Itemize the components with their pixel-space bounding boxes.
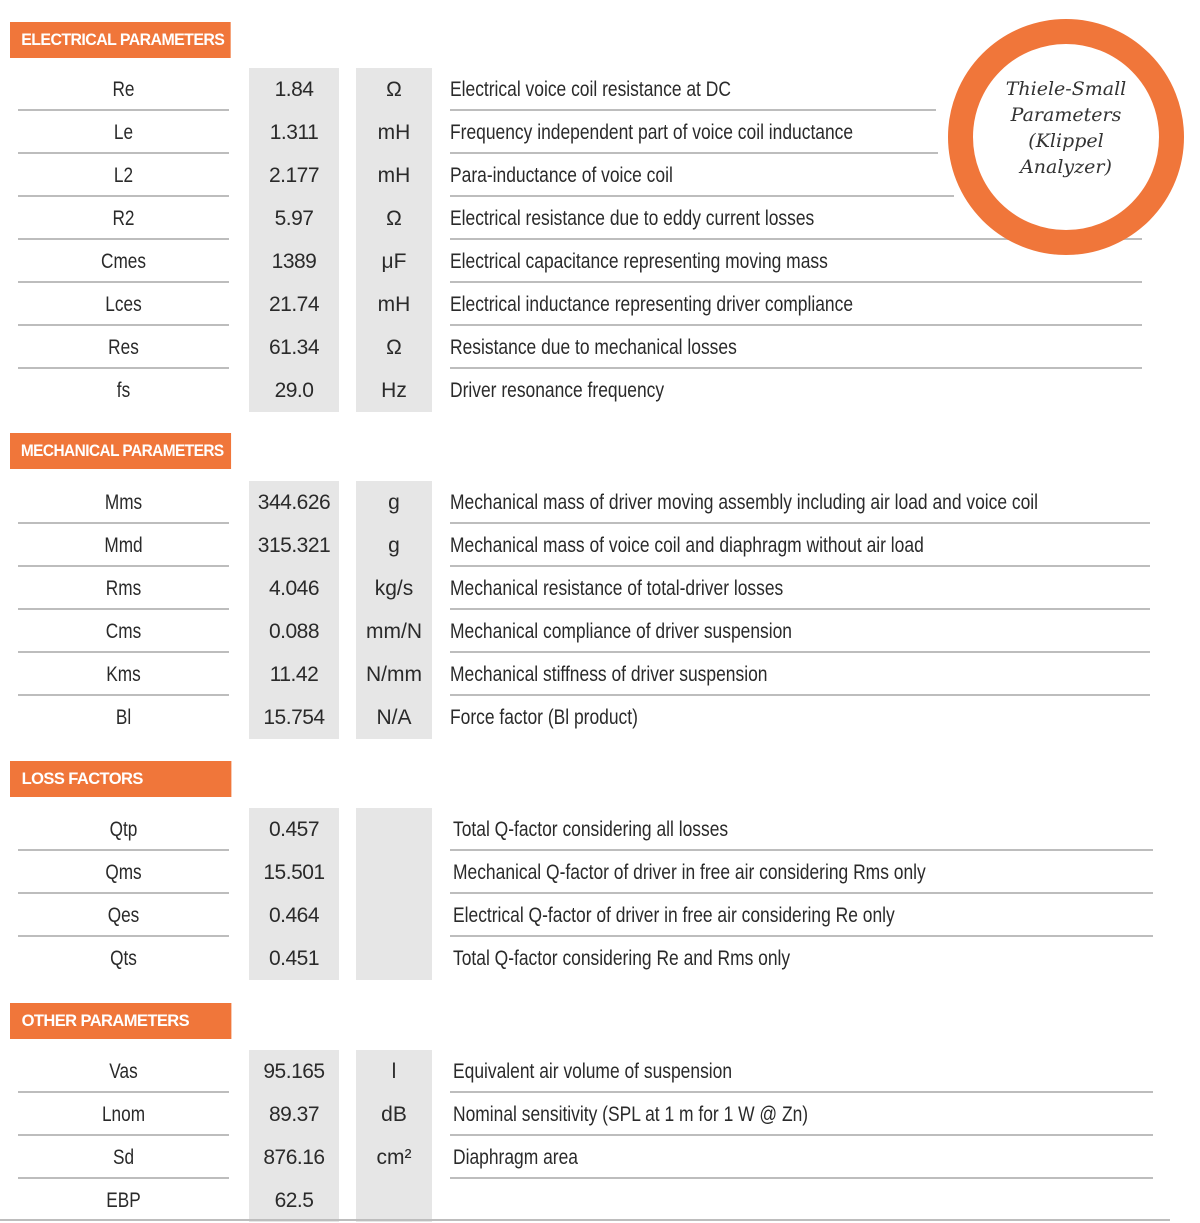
param-symbol: fs [116,379,131,402]
section-header-electrical: ELECTRICAL PARAMETERS [10,22,231,58]
param-unit: Ω [386,78,402,101]
param-unit: N/mm [366,663,422,686]
param-value: 15.501 [263,861,325,884]
param-unit [356,1179,432,1222]
param-value: 89.37 [268,1103,320,1126]
param-symbol: Qtp [109,818,138,841]
table-row [0,1050,1200,1093]
table-row [0,894,1200,937]
table-row [0,1093,1200,1136]
param-unit: dB [381,1103,407,1126]
section-header-loss-factors: LOSS FACTORS [10,761,231,797]
param-description: Mechanical Q-factor of driver in free air considering Rms only [453,861,926,884]
param-unit: mm/N [366,620,422,643]
param-description: Resistance due to mechanical losses [450,336,737,359]
param-value: 21.74 [268,293,320,316]
param-value: 2.177 [268,164,320,187]
param-symbol: Mms [104,491,143,514]
table-row [0,696,1200,739]
param-unit: N/A [376,706,412,729]
param-symbol: L2 [113,164,134,187]
param-description: Para-inductance of voice coil [450,164,673,187]
param-description: Electrical inductance representing driver compliance [450,293,854,316]
param-symbol: Qes [107,904,140,927]
param-description: Mechanical mass of voice coil and diaphragm without air load [450,534,924,557]
param-unit: cm² [376,1146,412,1169]
param-value: 15.754 [263,706,325,729]
param-value: 61.34 [268,336,320,359]
param-description: Mechanical mass of driver moving assembly including air load and voice coil [450,491,1039,514]
param-description: Driver resonance frequency [450,379,665,402]
param-description: Electrical resistance due to eddy current losses [450,207,815,230]
param-value: 0.088 [268,620,320,643]
param-symbol: Lnom [101,1103,146,1126]
param-description: Electrical Q-factor of driver in free air considering Re only [453,904,895,927]
table-row [0,610,1200,653]
param-unit: mH [377,121,411,144]
param-unit [356,851,432,894]
param-value: 95.165 [263,1060,325,1083]
param-value: 0.464 [268,904,320,927]
table-row [0,524,1200,567]
table-row [0,326,1200,369]
param-symbol: Cmes [101,250,146,273]
param-symbol: Res [108,336,139,359]
param-description: Diaphragm area [453,1146,578,1169]
param-description: Frequency independent part of voice coil inductance [450,121,854,144]
param-symbol: Mmd [104,534,143,557]
param-symbol: Qts [110,947,137,970]
param-value: 0.451 [268,947,320,970]
badge-label: Thiele-Small Parameters (Klippel Analyzer) [1005,78,1127,178]
param-value: 344.626 [257,491,331,514]
table-row [0,1179,1200,1222]
param-description: Nominal sensitivity (SPL at 1 m for 1 W @ Zn) [453,1103,809,1126]
table-row [0,240,1200,283]
param-unit: Ω [386,207,402,230]
param-unit: Hz [381,379,407,402]
param-description: Mechanical stiffness of driver suspension [450,663,768,686]
param-symbol: EBP [106,1189,141,1212]
param-symbol: Bl [115,706,132,729]
param-unit [356,937,432,980]
param-unit [356,808,432,851]
param-value: 1.84 [274,78,314,101]
section-header-other: OTHER PARAMETERS [10,1003,231,1039]
param-value: 11.42 [269,663,319,686]
param-unit: g [388,491,400,514]
param-symbol: Rms [105,577,142,600]
param-value: 1389 [271,250,317,273]
param-unit: μF [381,250,407,273]
table-row [0,481,1200,524]
param-description: Mechanical resistance of total-driver losses [450,577,784,600]
param-description: Force factor (Bl product) [450,706,638,729]
param-unit: mH [377,293,411,316]
param-description: Mechanical compliance of driver suspension [450,620,792,643]
param-unit: l [391,1060,397,1083]
param-unit: mH [377,164,411,187]
param-unit: g [388,534,400,557]
param-symbol: Lces [105,293,142,316]
param-value: 0.457 [268,818,320,841]
param-symbol: Kms [106,663,141,686]
param-value: 876.16 [263,1146,325,1169]
param-value: 1.311 [269,121,319,144]
section-header-mechanical: MECHANICAL PARAMETERS [10,433,231,469]
param-symbol: Le [113,121,134,144]
param-symbol: R2 [112,207,135,230]
param-unit: Ω [386,336,402,359]
table-row [0,283,1200,326]
param-description: Total Q-factor considering Re and Rms only [453,947,791,970]
param-value: 4.046 [268,577,320,600]
param-description: Electrical voice coil resistance at DC [450,78,731,101]
table-row [0,567,1200,610]
param-description: Electrical capacitance representing moving mass [450,250,828,273]
param-symbol: Sd [112,1146,135,1169]
bottom-rule [0,1219,1170,1221]
table-row [0,937,1200,980]
param-symbol: Re [112,78,135,101]
param-value: 5.97 [274,207,314,230]
param-value: 29.0 [274,379,314,402]
table-row [0,653,1200,696]
param-value: 62.5 [274,1189,314,1212]
param-description: Equivalent air volume of suspension [453,1060,733,1083]
param-description: Total Q-factor considering all losses [453,818,729,841]
table-row [0,851,1200,894]
table-row [0,1136,1200,1179]
thiele-small-badge [948,19,1184,255]
param-symbol: Vas [109,1060,138,1083]
table-row [0,808,1200,851]
param-value: 315.321 [257,534,331,557]
param-symbol: Cms [105,620,142,643]
table-row [0,369,1200,412]
param-unit [356,894,432,937]
param-symbol: Qms [105,861,142,884]
param-unit: kg/s [374,577,414,600]
